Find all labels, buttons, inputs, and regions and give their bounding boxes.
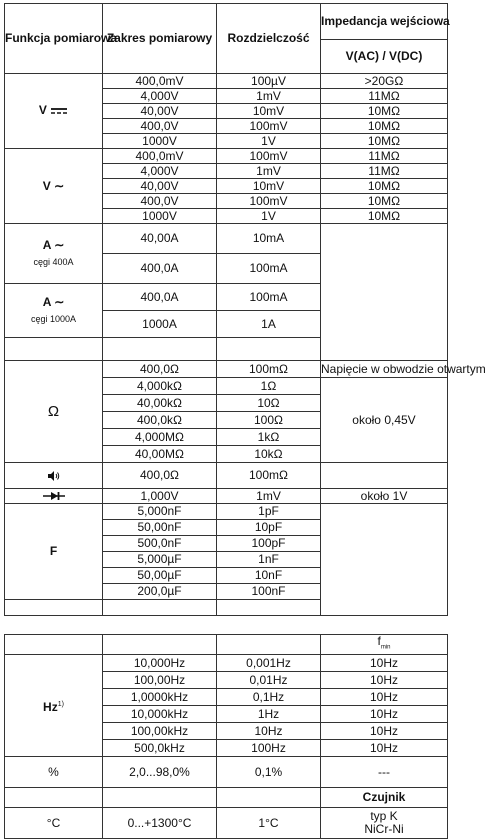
sensor-header: Czujnik [321,788,448,808]
freq-range: 100,00Hz [103,672,217,689]
vdc-range: 400,0mV [103,74,217,89]
ohm-note: około 0,45V [321,378,448,463]
cap-range: 5,000µF [103,552,217,568]
open-circuit-header: Napięcie w obwodzie otwartym [321,361,486,376]
cap-empty-cell [321,504,448,616]
vdc-res: 100mV [217,119,321,134]
freq-fmin: 10Hz [321,655,448,672]
function-temperature: °C [5,808,103,839]
freq-res: 10Hz [217,723,321,740]
blank-cell [5,788,103,808]
function-ohm: Ω [5,361,103,463]
cap-res: 1nF [217,552,321,568]
vac-imp: 11MΩ [321,149,448,164]
diode-icon [43,489,65,503]
blank-cell [5,338,103,361]
blank-cell [217,600,321,616]
function-a400 [5,224,103,284]
blank-cell [103,338,217,361]
freq-res: 100Hz [217,740,321,757]
function-a1000 [5,284,103,338]
a400-sub: cęgi 400A [33,256,74,267]
a1000-range: 1000A [103,311,217,338]
duty-note: --- [321,757,448,788]
a400-res: 100mA [217,254,321,284]
vac-res: 1V [217,209,321,224]
freq-res: 0,1Hz [217,689,321,706]
fmin-f: f [377,634,381,648]
a1000-sub: cęgi 1000A [30,313,77,324]
continuity-note [321,463,448,489]
cap-res: 10pF [217,520,321,536]
blank-cell [103,635,217,655]
vac-imp: 10MΩ [321,194,448,209]
freq-res: 1Hz [217,706,321,723]
duty-range: 2,0...98,0% [103,757,217,788]
temperature-res: 1°C [217,808,321,839]
cap-range: 50,00µF [103,568,217,584]
vdc-res: 1V [217,134,321,149]
freq-res: 0,001Hz [217,655,321,672]
ohm-res: 1Ω [217,378,321,395]
vac-range: 400,0V [103,194,217,209]
spec-table-lower [4,634,448,839]
freq-range: 1,0000kHz [103,689,217,706]
vdc-range: 40,00V [103,104,217,119]
temperature-range: 0...+1300°C [103,808,217,839]
fmin-sub: min [380,644,391,651]
ohm-res: 10Ω [217,395,321,412]
header-zakres: Zakres pomiarowy [103,4,217,74]
diode-note: około 1V [321,489,448,504]
vdc-imp: 10MΩ [321,104,448,119]
cap-res: 1pF [217,504,321,520]
imp-empty-cell [321,224,448,361]
vac-res: 10mV [217,179,321,194]
cap-res: 100pF [217,536,321,552]
ohm-range: 40,00MΩ [103,446,217,463]
vdc-imp: 10MΩ [321,119,448,134]
freq-fmin: 10Hz [321,723,448,740]
frequency-label: Hz [43,699,58,714]
function-continuity [5,463,103,489]
function-frequency [5,655,103,757]
fmin-header [321,635,448,655]
freq-range: 10,000kHz [103,706,217,723]
blank-cell [103,600,217,616]
vac-imp: 11MΩ [321,164,448,179]
blank-cell [5,635,103,655]
vac-res: 100mV [217,194,321,209]
vdc-imp: >20GΩ [321,74,448,89]
vac-range: 4,000V [103,164,217,179]
vdc-res: 10mV [217,104,321,119]
function-capacitance: F [5,504,103,600]
blank-cell [217,338,321,361]
temperature-sensor [321,808,448,839]
sensor-line2: NiCr-Ni [364,822,404,837]
vdc-res: 100µV [217,74,321,89]
ohm-range: 40,00kΩ [103,395,217,412]
freq-fmin: 10Hz [321,689,448,706]
cap-res: 100nF [217,584,321,600]
vdc-imp: 10MΩ [321,134,448,149]
freq-range: 100,00kHz [103,723,217,740]
freq-range: 500,0kHz [103,740,217,757]
blank-cell [5,600,103,616]
ohm-res: 100Ω [217,412,321,429]
vac-imp: 10MΩ [321,209,448,224]
ohm-range: 4,000MΩ [103,429,217,446]
function-duty: % [5,757,103,788]
dc-symbol-icon [50,105,68,118]
duty-res: 0,1% [217,757,321,788]
blank-cell [103,788,217,808]
cap-range: 500,0nF [103,536,217,552]
freq-fmin: 10Hz [321,740,448,757]
vac-range: 40,00V [103,179,217,194]
ohm-range: 400,0kΩ [103,412,217,429]
vac-range: 1000V [103,209,217,224]
function-diode [5,489,103,504]
a1000-range: 400,0A [103,284,217,311]
cap-range: 5,000nF [103,504,217,520]
cap-res: 10nF [217,568,321,584]
a400-label: A ∼ [42,237,65,252]
a1000-label: A ∼ [42,294,65,309]
header-impedancja-sub: V(AC) / V(DC) [321,40,448,74]
freq-range: 10,000Hz [103,655,217,672]
a400-res: 10mA [217,224,321,254]
freq-fmin: 10Hz [321,672,448,689]
freq-fmin: 10Hz [321,706,448,723]
vdc-range: 400,0V [103,119,217,134]
vac-res: 100mV [217,149,321,164]
vdc-range: 4,000V [103,89,217,104]
vdc-imp: 11MΩ [321,89,448,104]
ohm-res: 1kΩ [217,429,321,446]
vac-res: 1mV [217,164,321,179]
spec-table [4,3,486,616]
cap-range: 200,0µF [103,584,217,600]
continuity-range: 400,0Ω [103,463,217,489]
vdc-range: 1000V [103,134,217,149]
vdc-label: V [38,103,47,118]
cap-range: 50,00nF [103,520,217,536]
sensor-line1: typ K [370,809,398,824]
continuity-res: 100mΩ [217,463,321,489]
function-vdc [5,74,103,149]
vdc-res: 1mV [217,89,321,104]
diode-res: 1mV [217,489,321,504]
freq-res: 0,01Hz [217,672,321,689]
function-vac: V ∼ [5,149,103,224]
a1000-res: 100mA [217,284,321,311]
frequency-footnote: 1) [57,700,64,708]
header-impedancja: Impedancja wejściowa [321,4,448,40]
blank-cell [217,788,321,808]
vac-range: 400,0mV [103,149,217,164]
vac-imp: 10MΩ [321,179,448,194]
ohm-range: 400,0Ω [103,361,217,378]
a400-range: 400,0A [103,254,217,284]
a400-range: 40,00A [103,224,217,254]
ohm-res: 10kΩ [217,446,321,463]
speaker-icon [47,468,61,482]
blank-cell [217,635,321,655]
ohm-range: 4,000kΩ [103,378,217,395]
ohm-res: 100mΩ [217,361,321,378]
a1000-res: 1A [217,311,321,338]
diode-range: 1,000V [103,489,217,504]
header-funkcja: Funkcja pomiarowa [5,4,103,74]
header-rozdzielczosc: Rozdzielczość [217,4,321,74]
